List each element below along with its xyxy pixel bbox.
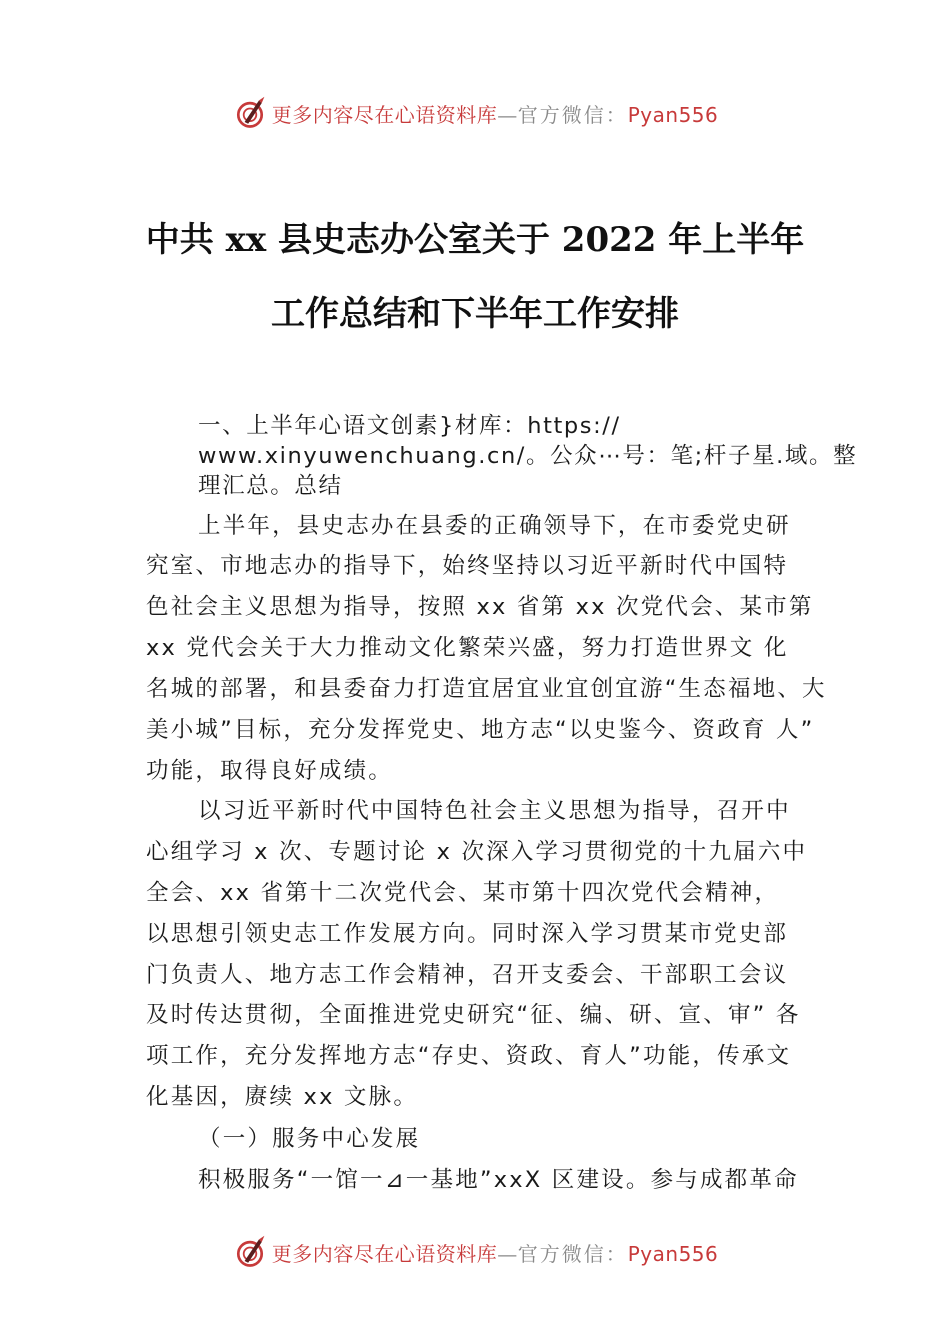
paragraph-line: 积极服务“一馆一⊿一基地”xxX 区建设。参与成都革命 [198,1167,799,1193]
paragraph-line: 色社会主义思想为指导，按照 xx 省第 xx 次党代会、某市第 [146,594,814,620]
watermark-text: 更多内容尽在心语资料库—官方微信：Pyan556 [271,102,719,127]
paragraph-line: 名城的部署，和县委奋力打造宜居宜业宜创宜游“生态福地、大 [146,676,827,702]
subsection-heading: （一）服务中心发展 [198,1126,421,1152]
paragraph-line: 功能，取得良好成绩。 [146,758,394,784]
footer-watermark-banner [0,1232,950,1272]
paragraph-line: 项工作，充分发挥地方志“存史、资政、育人”功能，传承文 [146,1043,792,1069]
paragraph-line: 及时传达贯彻，全面推进党史研究“征、编、研、宣、审” 各 [146,1002,801,1028]
paragraph-line: 门负责人、地方志工作会精神，召开支委会、干部职工会议 [146,962,789,988]
paragraph-line: 全会、xx 省第十二次党代会、某市第十四次党代会精神， [146,880,780,906]
paragraph-line: 上半年，县史志办在县委的正确领导下，在市委党史研 [198,513,791,539]
paragraph-line: 以习近平新时代中国特色社会主义思想为指导，召开中 [198,798,791,824]
section-heading-line: www.xinyuwenchuang.cn/。公众⋯号：笔;杆子星.域。整 [198,443,858,469]
section-heading-line: 一、上半年心语文创素}材库：https:// [198,413,621,439]
document-title-line-2: 工作总结和下半年工作安排 [271,294,679,334]
section-heading-line: 理汇总。总结 [198,473,343,499]
paragraph-line: 以思想引领史志工作发展方向。同时深入学习贯某市党史部 [146,921,789,947]
document-title-line-1: 中共 xx 县史志办公室关于 2022 年上半年 [145,220,805,260]
quill-seal-icon [232,1234,268,1270]
paragraph-line: 究室、市地志办的指导下，始终坚持以习近平新时代中国特 [146,553,789,579]
watermark-text: 更多内容尽在心语资料库—官方微信：Pyan556 [271,1241,719,1266]
paragraph-line: xx 党代会关于大力推动文化繁荣兴盛，努力打造世界文 化 [146,635,789,661]
header-watermark-banner [0,93,950,133]
quill-seal-icon [232,95,268,131]
paragraph-line: 美小城”目标，充分发挥党史、地方志“以史鉴今、资政育 人” [146,717,815,743]
paragraph-line: 化基因，赓续 xx 文脉。 [146,1084,419,1110]
paragraph-line: 心组学习 x 次、专题讨论 x 次深入学习贯彻党的十九届六中 [146,839,808,865]
